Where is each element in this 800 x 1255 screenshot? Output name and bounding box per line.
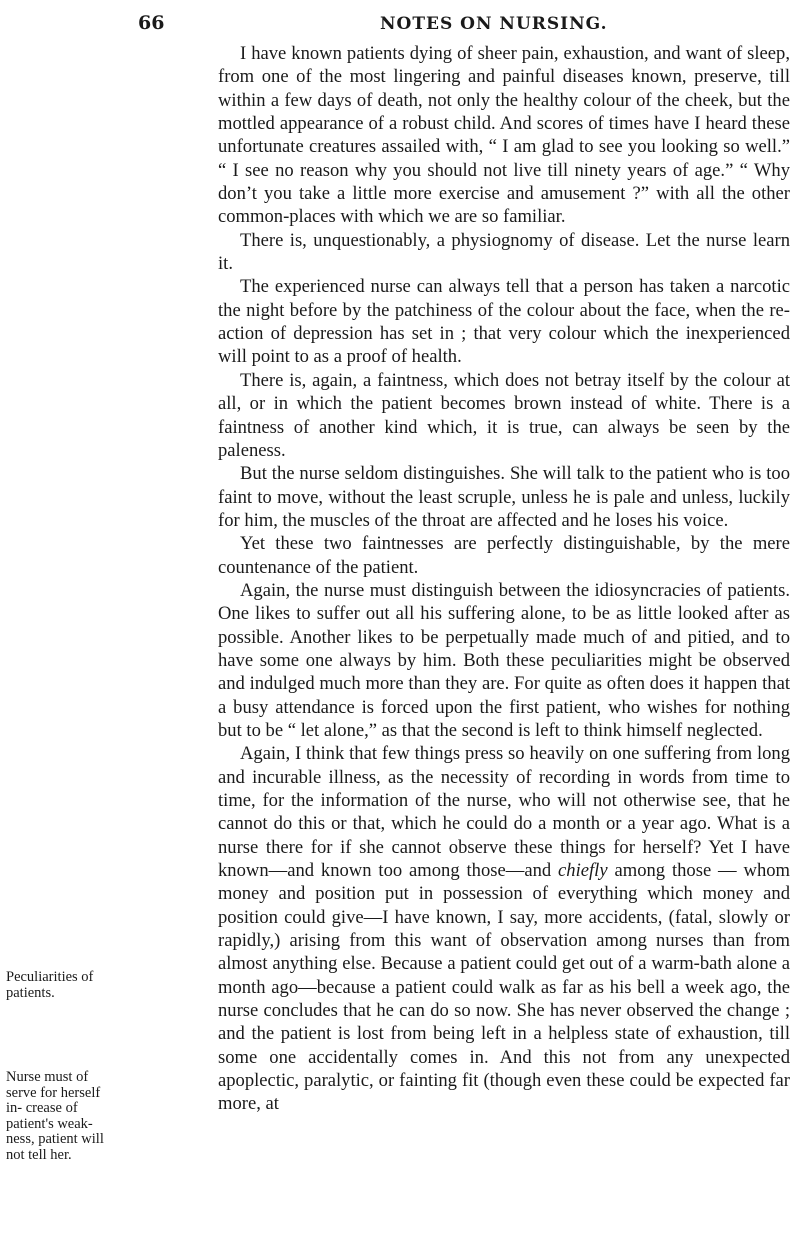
paragraph-dying-patients: I have known patients dying of sheer pain, exhaustion, and want of sleep, from one of the most lingering and painful diseases known, preserve, till within a few days of death, not only the healthy colour of the cheek, but the mottled appearance of a robust child. And scores of times have I heard these unfortunate creatures assailed with, “ I am glad to see you looking so well.” “ I see no reason why you should not live till ninety years of age.” “ Why don’t you take a little more exercise and amusement ?” with all the other common-places with which we are so familiar. <box>218 43 790 228</box>
paragraph-observation <box>218 742 790 1116</box>
emphasis-chiefly: chiefly <box>558 860 608 882</box>
page-header <box>0 12 800 36</box>
paragraph-physiognomy: There is, unquestionably, a physiognomy of disease. Let the nurse learn it. <box>218 229 790 275</box>
paragraph-observation-part-2: among those — whom money and position put in possession of everything which money and position could give—I have known, I say, more accidents, (fatal, slowly or rapidly,) arising from this want of observation among nurses than from almost anything else. Because a patient could get out of a warm-bath alone a month ago—because a patient could walk as far as his bell a week ago, the nurse concludes that he can do so now. She has never observed the change ; and the patient is lost from being left in a helpless state of exhaustion, till some one accidentally comes in. And this not from any unexpected apoplectic, paralytic, or fainting fit (though even these could be expected far more, at <box>218 860 790 1115</box>
paragraph-idiosyncracies: Again, the nurse must distinguish between the idiosyncracies of patients. One likes to suffer out all his suffering alone, to be as little looked after as possible. Another likes to be perpetually made much of and pitied, and to have some one always by him. Both these peculiarities might be observed and indulged much more than they are. For quite as often does it happen that a busy attendance is forced upon the first patient, who wishes for nothing but to be “ let alone,” as that the second is left to think himself neglected. <box>218 579 790 741</box>
body-text <box>218 42 790 1116</box>
margin-note-peculiarities: Peculiarities of patients. <box>6 969 94 1001</box>
page-number: 66 <box>138 12 165 34</box>
margin-note-nurse-must-observe: Nurse must of serve for herself in- crease of patient's weak- ness, patient will not tell her. <box>6 1069 104 1163</box>
running-head: NOTES ON NURSING. <box>380 14 608 34</box>
paragraph-two-faintnesses: Yet these two faintnesses are perfectly distinguishable, by the mere countenance of the patient. <box>218 533 790 578</box>
paragraph-nurse-distinguishes: But the nurse seldom distinguishes. She will talk to the patient who is too faint to move, without the least scruple, unless he is pale and unless, luckily for him, the muscles of the throat are affected and he loses his voice. <box>218 463 790 531</box>
paragraph-faintness: There is, again, a faintness, which does not betray itself by the colour at all, or in which the patient becomes brown instead of white. There is a faintness of another kind which, it is true, can always be seen by the paleness. <box>218 369 790 461</box>
paragraph-observation-part-1: Again, I think that few things press so heavily on one suffering from long and incurable illness, as the necessity of recording in words from time to time, for the information of the nurse, who will not otherwise see, that he cannot do this or that, which he could do a month or a year ago. What is a nurse there for if she cannot observe these things for herself? Yet I have known—and known too among those—and <box>218 743 790 882</box>
paragraph-narcotic: The experienced nurse can always tell that a person has taken a narcotic the night before by the patchiness of the colour about the face, when the re-action of depression has set in ; that very colour which the inexperienced will point to as a proof of health. <box>218 276 790 368</box>
